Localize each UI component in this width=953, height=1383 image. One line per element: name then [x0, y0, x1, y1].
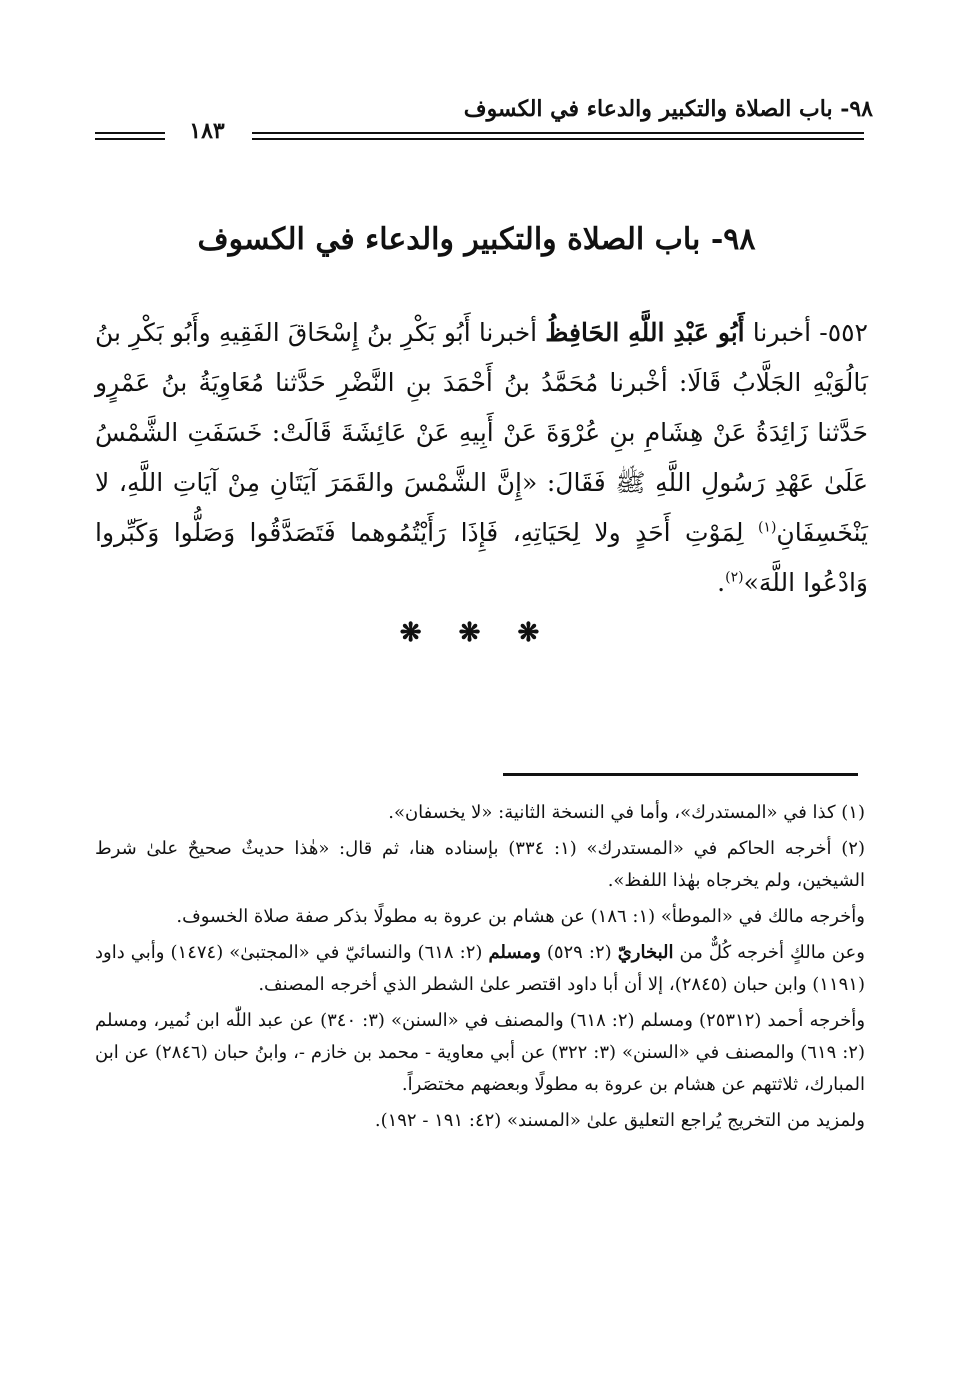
header-rule-left [95, 132, 165, 134]
hadith-text [95, 308, 868, 608]
footnote-rule [503, 773, 858, 776]
hadith-narrator-bold: أَبُو عَبْدِ اللَّهِ الحَافِظُ [545, 318, 745, 347]
page-number: ١٨٣ [189, 118, 225, 144]
footnote-2: (٢) أخرجه الحاكم في «المستدرك» (١: ٣٣٤) بإسناده هنا، ثم قال: «هٰذا حديثٌ صحيحٌ علىٰ شرط الشيخين، ولم يخرجاه بهٰذا اللفظ». [95, 838, 865, 891]
section-separator-stars: ❋ ❋ ❋ [399, 618, 554, 648]
hadith-body: أخبرنا أَبُو بَكْرِ بنُ إِسْحَاقَ الفَقِيهِ وأَبُو بَكْرِ بنُ بَالُوَيْهِ الجَلَّابُ قَالَا: أخْبرنا مُحَمَّدُ بنُ أَحْمَدَ بنِ النَّضْرِ حَدَّثنا مُعَاوِيَةُ بنُ عَمْرٍو حَدَّثنا زَائِدَةُ عَنْ هِشَامِ بنِ عُرْوَةَ عَنْ أَبِيهِ عَنْ عَائِشَةَ قَالَتْ: خَسَفَتِ الشَّمْسُ عَلَىٰ عَهْدِ رَسُولِ اللَّهِ ﷺ فَقَالَ: «إِنَّ الشَّمْسَ والقَمَرَ آيَتَانِ مِنْ آيَاتِ اللَّهِ، لا يَنْخَسِفَانِ [95, 318, 868, 547]
para3-c: (٢: ٦١٨) والنسائيّ في «المجتبىٰ» (١٤٧٤) وأبي داود (١١٩١) وابن حبان (٢٨٤٥)، إلا أن أبا داود اقتصر علىٰ الشطر الذي أخرجه المصنف. [95, 942, 865, 995]
para3-b: (٢: ٥٢٩) [540, 942, 618, 963]
footnote-2-para-2: وأخرجه مالك في «الموطأ» (١: ١٨٦) عن هشام بن عروة به مطولًا بذكر صفة صلاة الخسوف. [176, 906, 865, 927]
footnote-marker-1[interactable]: (١) [757, 519, 777, 536]
footnote-2-para-5: ولمزيد من التخريج يُراجع التعليق علىٰ «المسند» (٤٢: ١٩١ - ١٩٢). [374, 1110, 865, 1131]
footnote-2-para-4: وأخرجه أحمد (٢٥٣١٢) ومسلم (٢: ٦١٨) والمصنف في «السنن» (٣: ٣٤٠) عن عبد اللّٰه ابن نُمير، ومسلم (٢: ٦١٩) والمصنف في «السنن» (٣: ٣٢٢) عن أبي معاوية - محمد بن خازم -، وابنُ حبان (٢٨٤٦) عن ابن المبارك، ثلاثتهم عن هشام بن عروة به مطولًا وبعضهم مختصَراً. [95, 1010, 866, 1095]
hadith-body-cont: لِمَوْتِ أَحَدٍ ولا لِحَيَاتِهِ، فَإِذَا رَأَيْتُمُوهما فَتَصَدَّقُوا وَصَلُّوا وَكَبِّروا وَادْعُوا اللَّهَ» [95, 518, 868, 597]
running-header-title: ٩٨- باب الصلاة والتكبير والدعاء في الكسوف [463, 96, 873, 122]
header-rule-right [252, 132, 864, 134]
para3-bukhari: البخاريّ [617, 942, 674, 963]
footnote-marker-2[interactable]: (٢) [725, 569, 744, 586]
chapter-title: ٩٨- باب الصلاة والتكبير والدعاء في الكسوف [197, 222, 756, 257]
hadith-end: . [717, 568, 726, 597]
hadith-intro: ٥٥٢- أخبرنا [744, 318, 868, 347]
footnote-2-para-3 [95, 937, 865, 1001]
footnotes [95, 797, 865, 1141]
para3-a: وعن مالكٍ أخرجه كُلٌّ من [673, 942, 865, 963]
footnote-1: (١) كذا في «المستدرك»، وأما في النسخة الثانية: «لا يخسفان». [388, 802, 865, 823]
para3-muslim: ومسلم [488, 942, 541, 963]
